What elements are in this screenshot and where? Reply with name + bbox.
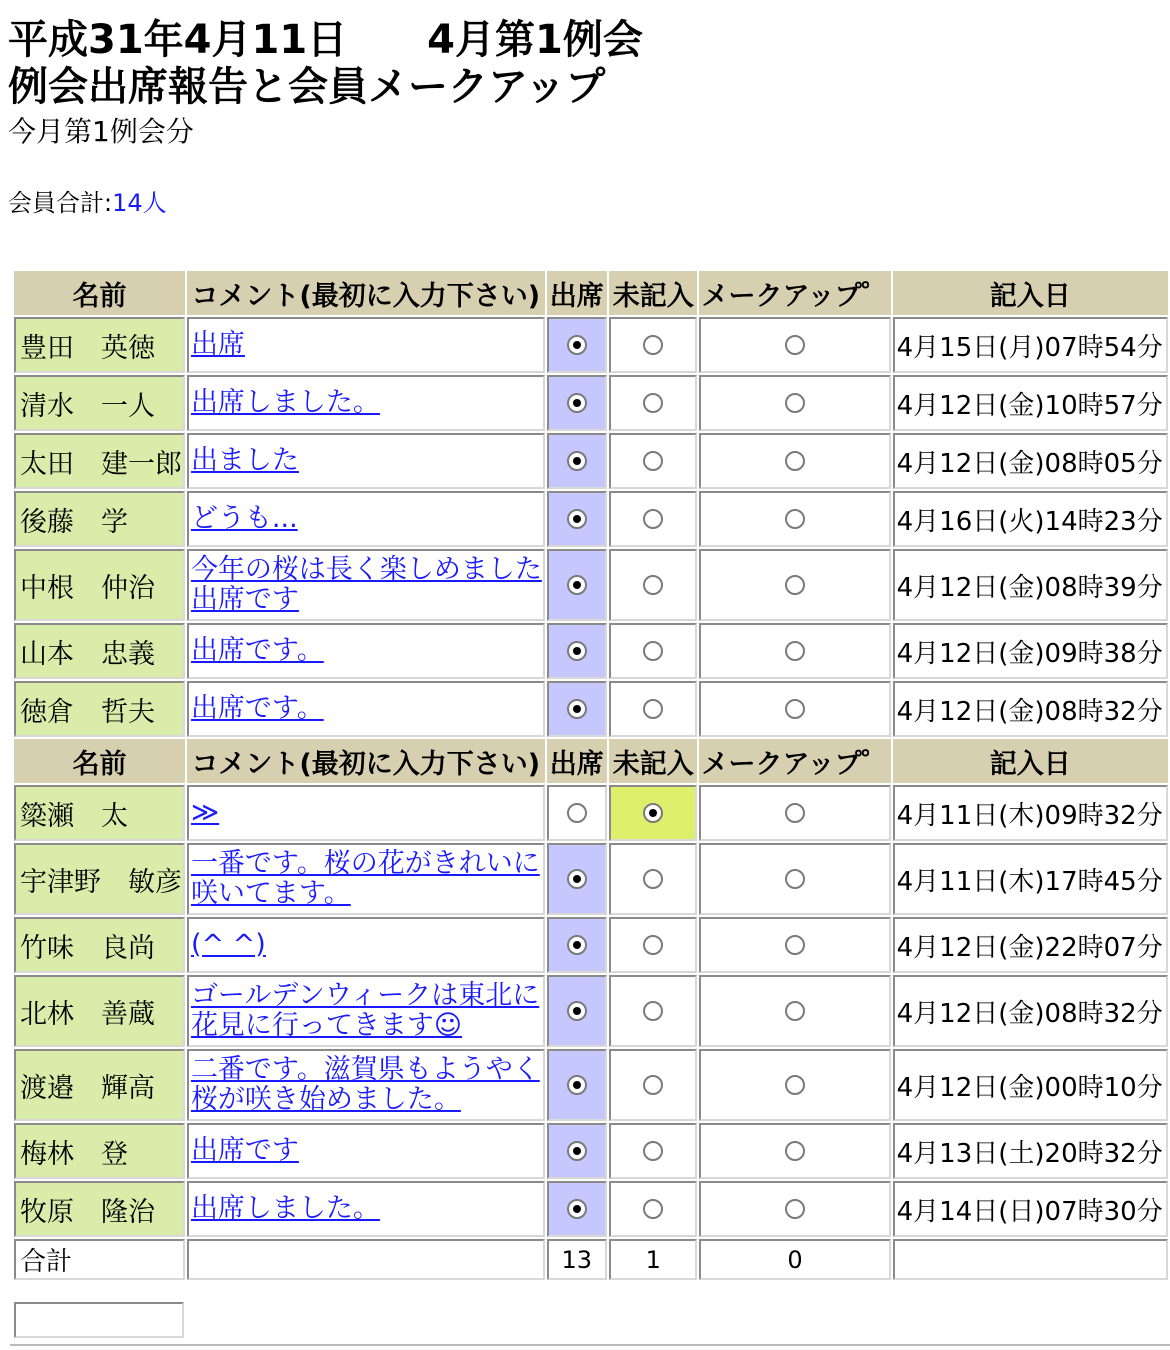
makeup-radio[interactable] bbox=[785, 451, 805, 471]
totals-comment-empty bbox=[187, 1239, 545, 1280]
comment-cell bbox=[187, 1181, 545, 1237]
member-total-label: 会員合計: bbox=[8, 189, 113, 217]
unrecorded-radio[interactable] bbox=[643, 575, 663, 595]
makeup-cell bbox=[699, 317, 890, 373]
comment-cell bbox=[187, 491, 545, 547]
comment-cell bbox=[187, 917, 545, 973]
entry-date: 4月11日(木)17時45分 bbox=[893, 843, 1168, 915]
table-row bbox=[14, 1049, 1168, 1121]
totals-row bbox=[14, 1239, 1168, 1280]
unrecorded-radio[interactable] bbox=[643, 1075, 663, 1095]
attend-cell bbox=[547, 843, 607, 915]
member-name: 牧原 隆治 bbox=[14, 1181, 185, 1237]
member-name: 宇津野 敏彦 bbox=[14, 843, 185, 915]
attend-cell bbox=[547, 1123, 607, 1179]
makeup-cell bbox=[699, 375, 890, 431]
entry-date: 4月14日(日)07時30分 bbox=[893, 1181, 1168, 1237]
unrecorded-cell bbox=[609, 975, 698, 1047]
attend-radio[interactable] bbox=[567, 393, 587, 413]
column-header-date: 記入日 bbox=[893, 739, 1168, 783]
comment-cell bbox=[187, 317, 545, 373]
comment-link[interactable]: ゴールデンウィークは東北に花見に行ってきます☺ bbox=[190, 980, 540, 1041]
unrecorded-radio[interactable] bbox=[643, 869, 663, 889]
entry-date: 4月15日(月)07時54分 bbox=[893, 317, 1168, 373]
unrecorded-cell bbox=[609, 623, 698, 679]
makeup-radio[interactable] bbox=[785, 641, 805, 661]
makeup-radio[interactable] bbox=[785, 803, 805, 823]
member-name: 後藤 学 bbox=[14, 491, 185, 547]
attend-radio[interactable] bbox=[567, 1001, 587, 1021]
entry-date: 4月12日(金)08時05分 bbox=[893, 433, 1168, 489]
unrecorded-radio[interactable] bbox=[643, 699, 663, 719]
makeup-cell bbox=[699, 681, 890, 737]
unrecorded-radio[interactable] bbox=[643, 641, 663, 661]
entry-date: 4月12日(金)22時07分 bbox=[893, 917, 1168, 973]
unrecorded-cell bbox=[609, 785, 698, 841]
attend-radio[interactable] bbox=[567, 935, 587, 955]
comment-link[interactable]: 二番です。滋賀県もようやく桜が咲き始めました。 bbox=[190, 1054, 540, 1115]
unrecorded-cell bbox=[609, 491, 698, 547]
unrecorded-cell bbox=[609, 1181, 698, 1237]
column-header-date: 記入日 bbox=[893, 271, 1168, 315]
unrecorded-radio[interactable] bbox=[643, 451, 663, 471]
comment-link[interactable]: 出席しました。 bbox=[190, 387, 380, 418]
member-total bbox=[8, 186, 167, 220]
comment-link[interactable]: 出席です。 bbox=[190, 635, 324, 666]
unrecorded-radio[interactable] bbox=[643, 393, 663, 413]
member-name: 竹味 良尚 bbox=[14, 917, 185, 973]
makeup-cell bbox=[699, 433, 890, 489]
attend-radio[interactable] bbox=[567, 1075, 587, 1095]
makeup-radio[interactable] bbox=[785, 1075, 805, 1095]
makeup-radio[interactable] bbox=[785, 1141, 805, 1161]
makeup-cell bbox=[699, 1123, 890, 1179]
makeup-radio[interactable] bbox=[785, 699, 805, 719]
makeup-radio[interactable] bbox=[785, 393, 805, 413]
totals-attend: 13 bbox=[547, 1239, 607, 1280]
table-row bbox=[14, 491, 1168, 547]
comment-cell bbox=[187, 1123, 545, 1179]
comment-cell bbox=[187, 785, 545, 841]
comment-link[interactable]: 出席です。 bbox=[190, 693, 324, 724]
makeup-cell bbox=[699, 843, 890, 915]
unrecorded-radio[interactable] bbox=[643, 335, 663, 355]
attendance-table bbox=[12, 269, 1170, 1282]
attend-cell bbox=[547, 317, 607, 373]
column-header-attend: 出席 bbox=[547, 739, 607, 783]
attend-radio[interactable] bbox=[567, 641, 587, 661]
member-name: 清水 一人 bbox=[14, 375, 185, 431]
makeup-cell bbox=[699, 917, 890, 973]
member-name: 渡邉 輝高 bbox=[14, 1049, 185, 1121]
makeup-cell bbox=[699, 1049, 890, 1121]
unrecorded-cell bbox=[609, 433, 698, 489]
entry-date: 4月16日(火)14時23分 bbox=[893, 491, 1168, 547]
comment-cell bbox=[187, 1049, 545, 1121]
member-total-count: 14人 bbox=[112, 189, 167, 217]
totals-unrecorded: 1 bbox=[609, 1239, 698, 1280]
page-subtitle: 例会出席報告と会員メークアップ bbox=[8, 64, 606, 110]
attend-cell bbox=[547, 549, 607, 621]
table-row bbox=[14, 317, 1168, 373]
member-name: 梅林 登 bbox=[14, 1123, 185, 1179]
comment-cell bbox=[187, 681, 545, 737]
table-row bbox=[14, 375, 1168, 431]
comment-cell bbox=[187, 433, 545, 489]
entry-date: 4月12日(金)08時32分 bbox=[893, 681, 1168, 737]
unrecorded-cell bbox=[609, 681, 698, 737]
table-row bbox=[14, 1181, 1168, 1237]
attend-cell bbox=[547, 623, 607, 679]
comment-link[interactable]: 出席 bbox=[190, 329, 245, 360]
attend-radio[interactable] bbox=[567, 451, 587, 471]
attend-cell bbox=[547, 975, 607, 1047]
comment-link[interactable]: 出席です bbox=[190, 1135, 299, 1166]
table-row bbox=[14, 433, 1168, 489]
comment-link[interactable]: ≫ bbox=[190, 797, 220, 828]
attend-cell bbox=[547, 1181, 607, 1237]
makeup-cell bbox=[699, 549, 890, 621]
table-header-row bbox=[14, 271, 1168, 315]
column-header-attend: 出席 bbox=[547, 271, 607, 315]
unrecorded-radio[interactable] bbox=[643, 935, 663, 955]
entry-date: 4月11日(木)09時32分 bbox=[893, 785, 1168, 841]
attend-radio[interactable] bbox=[567, 575, 587, 595]
attend-cell bbox=[547, 1049, 607, 1121]
makeup-cell bbox=[699, 1181, 890, 1237]
member-name: 中根 仲治 bbox=[14, 549, 185, 621]
member-name: 簗瀬 太 bbox=[14, 785, 185, 841]
comment-link[interactable]: 出席しました。 bbox=[190, 1193, 380, 1224]
attend-radio[interactable] bbox=[567, 803, 587, 823]
entry-date: 4月12日(金)08時32分 bbox=[893, 975, 1168, 1047]
attend-radio[interactable] bbox=[567, 509, 587, 529]
unrecorded-radio[interactable] bbox=[643, 803, 663, 823]
attend-cell bbox=[547, 917, 607, 973]
member-name: 山本 忠義 bbox=[14, 623, 185, 679]
makeup-radio[interactable] bbox=[785, 935, 805, 955]
column-header-unrecorded: 未記入 bbox=[609, 739, 698, 783]
unrecorded-cell bbox=[609, 375, 698, 431]
page-title: 平成31年4月11日 4月第1例会 bbox=[8, 17, 643, 63]
unrecorded-radio[interactable] bbox=[643, 509, 663, 529]
makeup-radio[interactable] bbox=[785, 575, 805, 595]
entry-date: 4月12日(金)09時38分 bbox=[893, 623, 1168, 679]
table-row bbox=[14, 975, 1168, 1047]
comment-cell bbox=[187, 623, 545, 679]
meeting-label: 今月第1例会分 bbox=[8, 115, 194, 148]
unrecorded-cell bbox=[609, 1049, 698, 1121]
makeup-radio[interactable] bbox=[785, 1199, 805, 1219]
makeup-radio[interactable] bbox=[785, 1001, 805, 1021]
makeup-cell bbox=[699, 623, 890, 679]
attend-cell bbox=[547, 375, 607, 431]
attend-radio[interactable] bbox=[567, 699, 587, 719]
column-header-comment: コメント(最初に入力下さい) bbox=[187, 271, 545, 315]
column-header-name: 名前 bbox=[14, 271, 185, 315]
unrecorded-radio[interactable] bbox=[643, 1199, 663, 1219]
makeup-radio[interactable] bbox=[785, 869, 805, 889]
note-input[interactable] bbox=[14, 1302, 184, 1338]
attend-radio[interactable] bbox=[567, 335, 587, 355]
table-row bbox=[14, 1123, 1168, 1179]
attend-cell bbox=[547, 785, 607, 841]
makeup-radio[interactable] bbox=[785, 335, 805, 355]
attend-cell bbox=[547, 491, 607, 547]
unrecorded-cell bbox=[609, 1123, 698, 1179]
comment-link[interactable]: 一番です。桜の花がきれいに咲いてます。 bbox=[190, 848, 540, 909]
attend-radio[interactable] bbox=[567, 1199, 587, 1219]
makeup-radio[interactable] bbox=[785, 509, 805, 529]
table-row bbox=[14, 623, 1168, 679]
table-row bbox=[14, 549, 1168, 621]
makeup-cell bbox=[699, 491, 890, 547]
divider bbox=[10, 1344, 1170, 1346]
totals-label: 合計 bbox=[14, 1239, 185, 1280]
table-row bbox=[14, 785, 1168, 841]
makeup-cell bbox=[699, 975, 890, 1047]
totals-makeup: 0 bbox=[699, 1239, 890, 1280]
totals-date-empty bbox=[893, 1239, 1168, 1280]
attend-radio[interactable] bbox=[567, 1141, 587, 1161]
column-header-name: 名前 bbox=[14, 739, 185, 783]
column-header-makeup: メークアップ゜ bbox=[699, 739, 890, 783]
table-row bbox=[14, 843, 1168, 915]
column-header-comment: コメント(最初に入力下さい) bbox=[187, 739, 545, 783]
comment-cell bbox=[187, 375, 545, 431]
unrecorded-radio[interactable] bbox=[643, 1141, 663, 1161]
unrecorded-radio[interactable] bbox=[643, 1001, 663, 1021]
unrecorded-cell bbox=[609, 843, 698, 915]
comment-link[interactable]: 今年の桜は長く楽しめました出席です bbox=[190, 554, 542, 615]
attend-radio[interactable] bbox=[567, 869, 587, 889]
unrecorded-cell bbox=[609, 317, 698, 373]
unrecorded-cell bbox=[609, 549, 698, 621]
entry-date: 4月13日(土)20時32分 bbox=[893, 1123, 1168, 1179]
table-row bbox=[14, 681, 1168, 737]
member-name: 太田 建一郎 bbox=[14, 433, 185, 489]
member-name: 北林 善蔵 bbox=[14, 975, 185, 1047]
makeup-cell bbox=[699, 785, 890, 841]
member-name: 徳倉 哲夫 bbox=[14, 681, 185, 737]
comment-link[interactable]: どうも... bbox=[190, 503, 298, 534]
comment-link[interactable]: 出ました bbox=[190, 445, 299, 476]
attend-cell bbox=[547, 433, 607, 489]
column-header-makeup: メークアップ゜ bbox=[699, 271, 890, 315]
comment-cell bbox=[187, 843, 545, 915]
table-header-row bbox=[14, 739, 1168, 783]
entry-date: 4月12日(金)10時57分 bbox=[893, 375, 1168, 431]
table-row bbox=[14, 917, 1168, 973]
column-header-unrecorded: 未記入 bbox=[609, 271, 698, 315]
comment-cell bbox=[187, 975, 545, 1047]
member-name: 豊田 英徳 bbox=[14, 317, 185, 373]
entry-date: 4月12日(金)00時10分 bbox=[893, 1049, 1168, 1121]
attend-cell bbox=[547, 681, 607, 737]
unrecorded-cell bbox=[609, 917, 698, 973]
comment-cell bbox=[187, 549, 545, 621]
entry-date: 4月12日(金)08時39分 bbox=[893, 549, 1168, 621]
comment-link[interactable]: (^ ^) bbox=[190, 929, 266, 960]
